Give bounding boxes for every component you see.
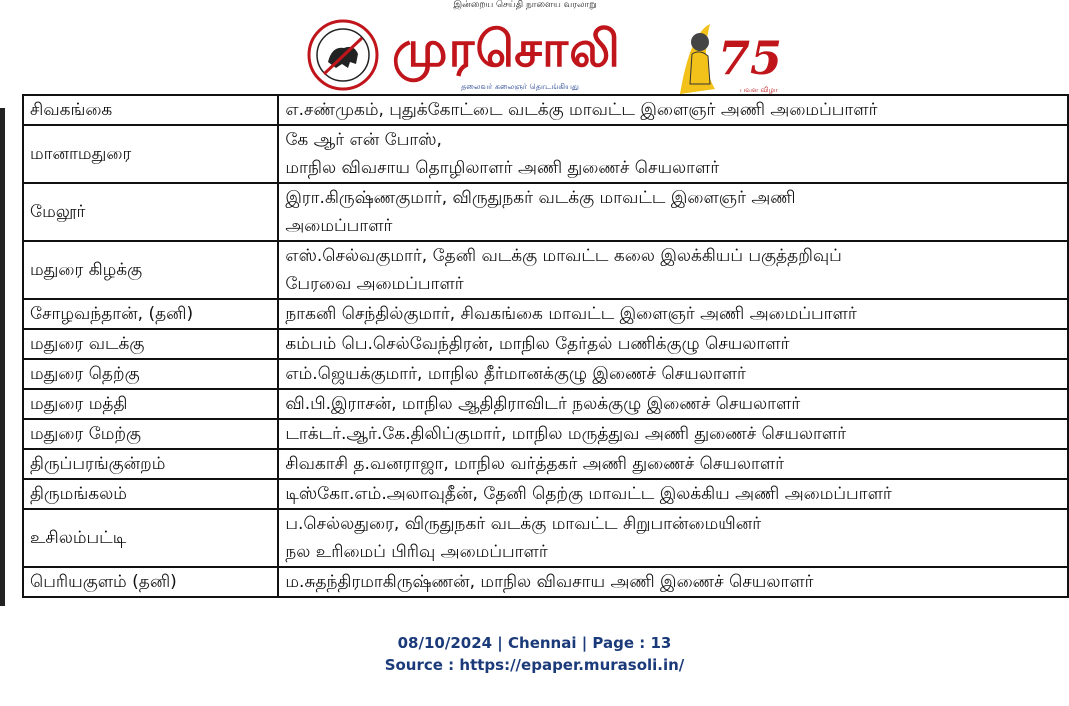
constituency-cell: மதுரை மேற்கு xyxy=(23,419,278,449)
constituency-cell: மதுரை மத்தி xyxy=(23,389,278,419)
constituency-cell: திருப்பரங்குன்றம் xyxy=(23,449,278,479)
appointee-cell xyxy=(278,241,1068,299)
table-row xyxy=(23,299,1068,329)
appointee-cell xyxy=(278,509,1068,567)
appointee-line: இரா.கிருஷ்ணகுமார், விருதுநகர் வடக்கு மாவட்ட இளைஞர் அணி xyxy=(285,188,796,208)
table-row xyxy=(23,567,1068,597)
table-row xyxy=(23,241,1068,299)
appointee-line: எஸ்.செல்வகுமார், தேனி வடக்கு மாவட்ட கலை இலக்கியப் பகுத்தறிவுப் xyxy=(285,246,842,266)
appointee-cell xyxy=(278,389,1068,419)
appointee-cell xyxy=(278,329,1068,359)
table-row xyxy=(23,449,1068,479)
appointee-cell xyxy=(278,479,1068,509)
constituency-cell: திருமங்கலம் xyxy=(23,479,278,509)
constituency-cell: மதுரை தெற்கு xyxy=(23,359,278,389)
page-footer xyxy=(0,632,1069,676)
masthead xyxy=(300,0,783,108)
appointee-line: கே ஆர் என் போஸ், xyxy=(285,130,442,150)
masthead-subtitle: தலைவர் கலைஞர் தொடங்கியது xyxy=(461,82,579,91)
appointee-cell xyxy=(278,419,1068,449)
constituency-cell: சிவகங்கை xyxy=(23,95,278,125)
anniversary-number: 75 xyxy=(718,31,783,85)
appointee-line: வி.பி.இராசன், மாநில ஆதிதிராவிடர் நலக்குழு இணைச் செயலாளர் xyxy=(285,394,801,414)
appointee-cell xyxy=(278,449,1068,479)
constituency-cell: உசிலம்பட்டி xyxy=(23,509,278,567)
constituency-cell: சோழவந்தான், (தனி) xyxy=(23,299,278,329)
appointee-line: ப.செல்லதுரை, விருதுநகர் வடக்கு மாவட்ட சிறுபான்மையினர் xyxy=(285,514,762,534)
constituency-cell: மேலூர் xyxy=(23,183,278,241)
constituency-cell: மானாமதுரை xyxy=(23,125,278,183)
anniversary-label: பவள விழா xyxy=(740,86,778,94)
appointee-line: டிஸ்கோ.எம்.அலாவுதீன், தேனி தெற்கு மாவட்ட இலக்கிய அணி அமைப்பாளர் xyxy=(285,484,892,504)
appointee-cell xyxy=(278,567,1068,597)
appointee-cell xyxy=(278,125,1068,183)
table-row xyxy=(23,419,1068,449)
appointee-line: எம்.ஜெயக்குமார், மாநில தீர்மானக்குழு இணைச் செயலாளர் xyxy=(285,364,746,384)
table-row xyxy=(23,95,1068,125)
appointee-line: டாக்டர்.ஆர்.கே.திலிப்குமார், மாநில மருத்துவ அணி துணைச் செயலாளர் xyxy=(285,424,847,444)
article-table-region xyxy=(0,100,1069,606)
constituency-table xyxy=(22,94,1069,598)
appointee-cell xyxy=(278,299,1068,329)
appointee-cell xyxy=(278,95,1068,125)
anniversary-75-icon xyxy=(670,4,783,104)
footer-date-line: 08/10/2024 | Chennai | Page : 13 xyxy=(397,634,672,652)
constituency-cell: மதுரை வடக்கு xyxy=(23,329,278,359)
appointee-line: நல உரிமைப் பிரிவு அமைப்பாளர் xyxy=(285,542,548,562)
masthead-title: முரசொலி xyxy=(392,20,621,78)
column-rule xyxy=(0,108,5,606)
appointee-line: அமைப்பாளர் xyxy=(285,216,393,236)
table-row xyxy=(23,479,1068,509)
appointee-line: மாநில விவசாய தொழிலாளர் அணி துணைச் செயலாளர் xyxy=(285,158,720,178)
constituency-cell: மதுரை கிழக்கு xyxy=(23,241,278,299)
appointee-line: எ.சண்முகம், புதுக்கோட்டை வடக்கு மாவட்ட இளைஞர் அணி அமைப்பாளர் xyxy=(285,100,878,120)
masthead-tagline: இன்றைய செய்தி நாளைய வரலாறு xyxy=(453,0,597,10)
footer-source-line[interactable]: Source : https://epaper.murasoli.in/ xyxy=(384,656,685,674)
appointee-line: நாகனி செந்தில்குமார், சிவகங்கை மாவட்ட இளைஞர் அணி அமைப்பாளர் xyxy=(285,304,857,324)
party-seal-icon xyxy=(306,18,380,92)
appointee-cell xyxy=(278,183,1068,241)
appointee-line: ம.சுதந்திரமாகிருஷ்ணன், மாநில விவசாய அணி இணைச் செயலாளர் xyxy=(285,572,814,592)
table-row xyxy=(23,329,1068,359)
appointee-cell xyxy=(278,359,1068,389)
appointee-line: கம்பம் பெ.செல்வேந்திரன், மாநில தேர்தல் பணிக்குழு செயலாளர் xyxy=(285,334,790,354)
table-row xyxy=(23,125,1068,183)
appointee-line: சிவகாசி த.வனராஜா, மாநில வர்த்தகர் அணி துணைச் செயலாளர் xyxy=(285,454,785,474)
table-row xyxy=(23,509,1068,567)
table-row xyxy=(23,183,1068,241)
appointee-line: பேரவை அமைப்பாளர் xyxy=(285,274,464,294)
table-row xyxy=(23,359,1068,389)
constituency-cell: பெரியகுளம் (தனி) xyxy=(23,567,278,597)
table-row xyxy=(23,389,1068,419)
